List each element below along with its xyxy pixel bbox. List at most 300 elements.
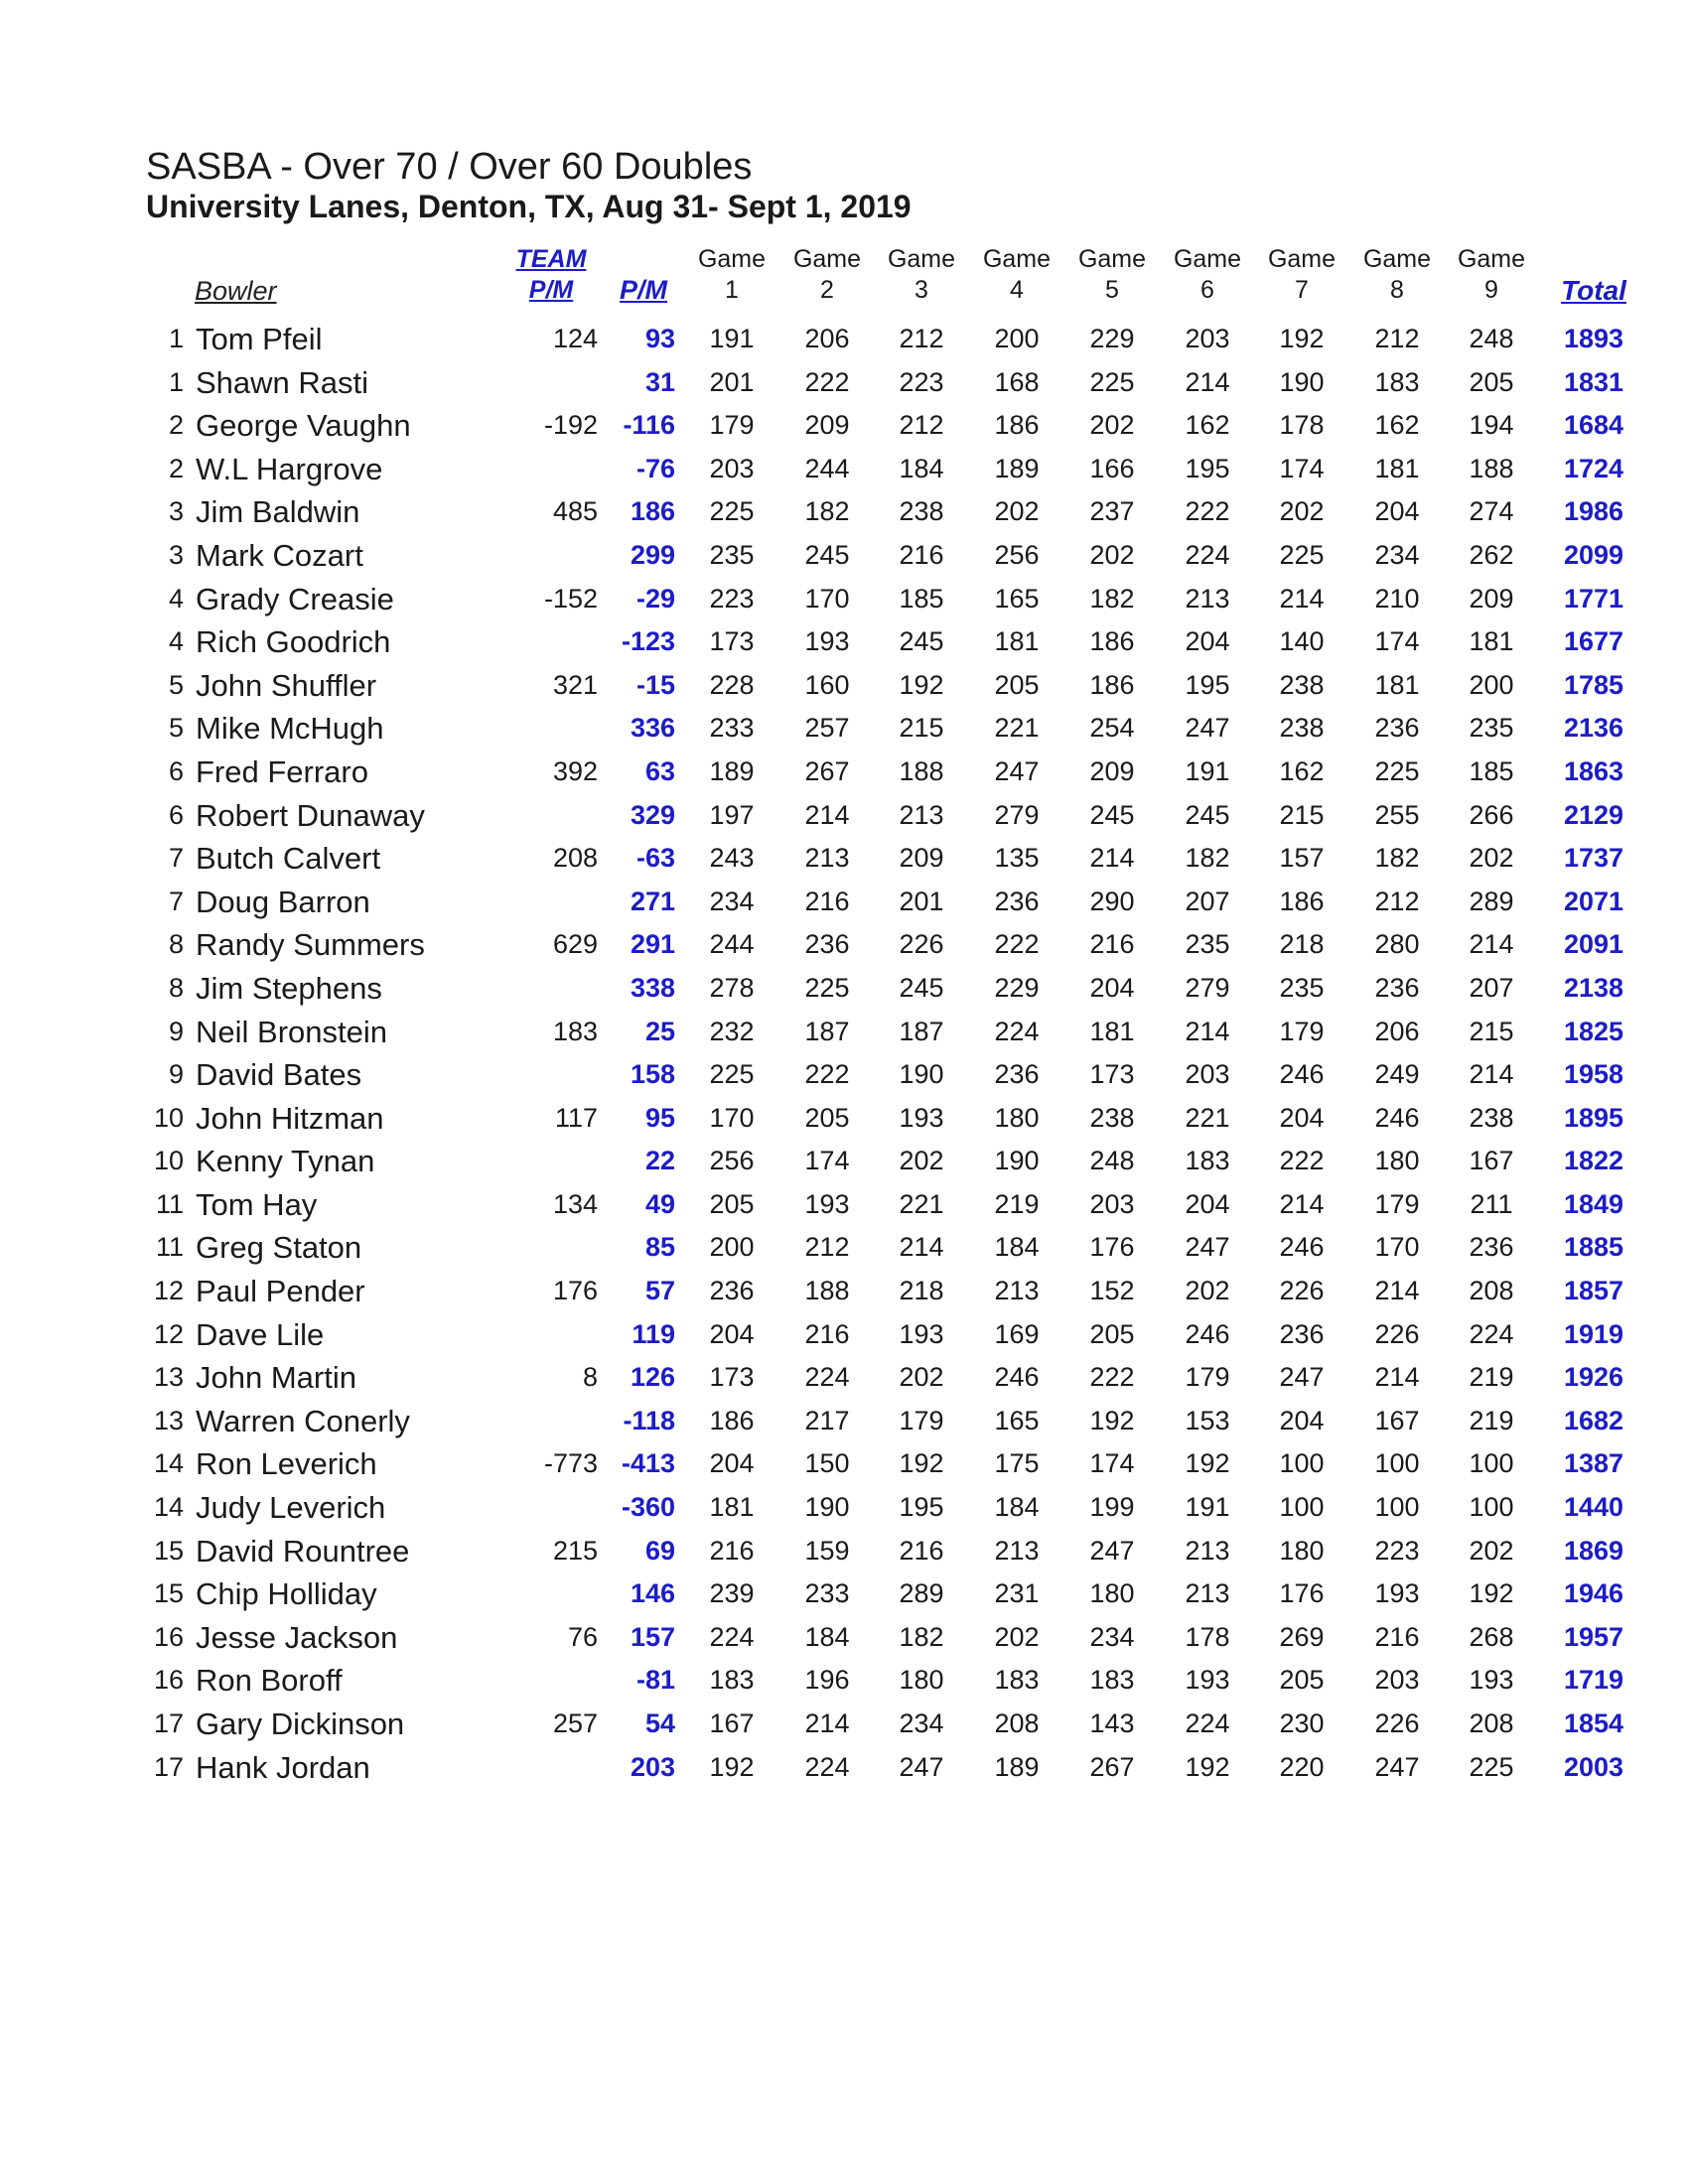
total-cell: 1893 (1563, 324, 1624, 353)
game-2-score-cell: 216 (804, 886, 850, 916)
game-9-score-cell: 214 (1469, 929, 1514, 960)
game-1-score-cell: 173 (709, 626, 755, 657)
game-9-score-cell: 200 (1469, 669, 1514, 700)
table-row (0, 1616, 1688, 1660)
game-3-score-cell: 195 (899, 1492, 944, 1523)
game-1-score-cell: 216 (709, 1535, 755, 1566)
pm-cell: -413 (621, 1448, 675, 1479)
pm-cell: 54 (644, 1708, 675, 1738)
game-4-score-cell: 208 (994, 1708, 1040, 1738)
total-cell: 1957 (1563, 1621, 1624, 1652)
game-2-score-cell: 206 (804, 324, 850, 353)
bowler-name-cell: Hank Jordan (196, 1749, 370, 1785)
game-3-score-cell: 192 (899, 1448, 944, 1479)
total-cell: 1719 (1563, 1665, 1624, 1696)
game-8-score-cell: 183 (1374, 366, 1420, 397)
total-cell: 1771 (1563, 583, 1624, 614)
team-pm-cell: 208 (552, 843, 598, 874)
game-6-score-cell: 213 (1185, 1578, 1230, 1609)
bowler-name-cell: Rich Goodrich (196, 624, 391, 660)
game-6-score-cell: 162 (1185, 410, 1230, 441)
game-7-score-cell: 180 (1279, 1535, 1325, 1566)
pm-cell: 203 (630, 1751, 675, 1782)
game-9-score-cell: 181 (1469, 626, 1514, 657)
game-7-score-cell: 190 (1279, 366, 1325, 397)
game-4-score-cell: 175 (994, 1448, 1040, 1479)
game-2-score-cell: 225 (804, 972, 850, 1003)
game-5-score-cell: 247 (1089, 1535, 1135, 1566)
game-8-score-cell: 234 (1374, 539, 1420, 570)
total-cell: 1822 (1563, 1146, 1624, 1176)
table-row (0, 1746, 1688, 1790)
game-2-score-cell: 216 (804, 1318, 850, 1349)
game-6-score-cell: 222 (1185, 496, 1230, 527)
bowler-name-cell: Paul Pender (196, 1274, 365, 1309)
pm-cell: 25 (644, 1016, 675, 1046)
game-3-score-cell: 202 (899, 1362, 944, 1393)
pm-cell: -360 (621, 1492, 675, 1523)
game-5-score-cell: 186 (1089, 669, 1135, 700)
game-7-score-cell: 205 (1279, 1665, 1325, 1696)
game-6-score-cell: 153 (1185, 1405, 1230, 1435)
team-pm-cell: 134 (552, 1188, 598, 1219)
team-pm-header-line1: TEAM (515, 245, 587, 273)
game-4-score-cell: 181 (994, 626, 1040, 657)
game-7-score-cell: 186 (1279, 886, 1325, 916)
game-3-score-cell: 212 (899, 324, 944, 353)
game-8-score-cell: 180 (1374, 1146, 1420, 1176)
team-pm-cell: 215 (552, 1535, 598, 1566)
total-cell: 2138 (1563, 972, 1624, 1003)
rank-cell: 1 (168, 324, 184, 353)
pm-cell: 157 (630, 1621, 675, 1652)
game-header-number: 7 (1295, 276, 1309, 304)
bowler-name-cell: Butch Calvert (196, 841, 381, 877)
game-6-score-cell: 195 (1185, 453, 1230, 483)
total-cell: 1684 (1563, 410, 1624, 441)
game-6-score-cell: 224 (1185, 1708, 1230, 1738)
game-9-score-cell: 167 (1469, 1146, 1514, 1176)
game-4-score-cell: 165 (994, 583, 1040, 614)
table-row (0, 1703, 1688, 1746)
rank-cell: 8 (168, 929, 184, 960)
table-row (0, 1400, 1688, 1443)
game-9-score-cell: 225 (1469, 1751, 1514, 1782)
rank-cell: 4 (168, 626, 184, 657)
game-2-score-cell: 160 (804, 669, 850, 700)
game-3-score-cell: 234 (899, 1708, 944, 1738)
total-cell: 1677 (1563, 626, 1624, 657)
game-2-score-cell: 170 (804, 583, 850, 614)
game-5-score-cell: 234 (1089, 1621, 1135, 1652)
team-pm-cell: 176 (552, 1276, 598, 1306)
game-1-score-cell: 179 (709, 410, 755, 441)
game-4-score-cell: 202 (994, 496, 1040, 527)
table-row (0, 534, 1688, 578)
rank-cell: 15 (153, 1578, 184, 1609)
bowler-name-cell: Mark Cozart (196, 537, 363, 573)
game-4-score-cell: 236 (994, 1059, 1040, 1090)
pm-cell: 336 (630, 713, 675, 744)
game-8-score-cell: 203 (1374, 1665, 1420, 1696)
game-7-score-cell: 246 (1279, 1232, 1325, 1263)
game-9-score-cell: 266 (1469, 799, 1514, 830)
rank-cell: 1 (168, 366, 184, 397)
game-9-score-cell: 193 (1469, 1665, 1514, 1696)
table-row (0, 361, 1688, 405)
total-cell: 1919 (1563, 1318, 1624, 1349)
table-row (0, 1486, 1688, 1530)
game-5-score-cell: 202 (1089, 410, 1135, 441)
game-6-score-cell: 207 (1185, 886, 1230, 916)
game-2-score-cell: 245 (804, 539, 850, 570)
game-4-score-cell: 222 (994, 929, 1040, 960)
bowler-name-cell: Tom Pfeil (196, 322, 323, 356)
rank-cell: 13 (153, 1362, 184, 1393)
bowler-name-cell: Greg Staton (196, 1230, 362, 1266)
game-8-score-cell: 255 (1374, 799, 1420, 830)
game-2-score-cell: 224 (804, 1362, 850, 1393)
bowler-name-cell: Jim Baldwin (196, 494, 360, 530)
pm-cell: 69 (644, 1535, 675, 1566)
game-5-score-cell: 182 (1089, 583, 1135, 614)
game-1-score-cell: 225 (709, 1059, 755, 1090)
game-5-score-cell: 203 (1089, 1188, 1135, 1219)
team-pm-cell: 124 (552, 324, 598, 353)
table-row (0, 1270, 1688, 1313)
table-row (0, 881, 1688, 924)
game-7-score-cell: 222 (1279, 1146, 1325, 1176)
game-7-score-cell: 238 (1279, 713, 1325, 744)
game-9-score-cell: 208 (1469, 1276, 1514, 1306)
bowler-name-cell: Randy Summers (196, 927, 425, 963)
pm-cell: -29 (635, 583, 675, 614)
game-7-score-cell: 230 (1279, 1708, 1325, 1738)
table-row (0, 794, 1688, 838)
game-5-score-cell: 152 (1089, 1276, 1135, 1306)
game-7-score-cell: 215 (1279, 799, 1325, 830)
game-8-score-cell: 174 (1374, 626, 1420, 657)
game-6-score-cell: 245 (1185, 799, 1230, 830)
game-7-score-cell: 238 (1279, 669, 1325, 700)
table-row (0, 923, 1688, 967)
total-cell: 1863 (1563, 755, 1624, 786)
game-5-score-cell: 204 (1089, 972, 1135, 1003)
team-pm-cell: 117 (554, 1102, 598, 1133)
game-8-score-cell: 206 (1374, 1016, 1420, 1046)
total-cell: 1857 (1563, 1276, 1624, 1306)
game-8-score-cell: 280 (1374, 929, 1420, 960)
game-2-score-cell: 222 (804, 366, 850, 397)
game-2-score-cell: 193 (804, 1188, 850, 1219)
total-column-header: Total (1561, 275, 1626, 306)
rank-cell: 2 (168, 453, 184, 483)
rank-cell: 16 (153, 1665, 184, 1696)
bowler-name-cell: George Vaughn (196, 408, 411, 444)
game-6-score-cell: 191 (1185, 1492, 1230, 1523)
table-row (0, 578, 1688, 621)
total-cell: 1986 (1563, 496, 1624, 527)
game-5-score-cell: 238 (1089, 1102, 1135, 1133)
total-cell: 2003 (1563, 1751, 1624, 1782)
table-row (0, 490, 1688, 534)
rank-cell: 11 (155, 1232, 184, 1263)
game-2-score-cell: 233 (804, 1578, 850, 1609)
game-3-score-cell: 201 (899, 886, 944, 916)
game-4-score-cell: 213 (994, 1535, 1040, 1566)
total-cell: 1869 (1563, 1535, 1624, 1566)
game-header-word: Game (1173, 245, 1242, 273)
game-4-score-cell: 229 (994, 972, 1040, 1003)
pm-cell: 49 (644, 1188, 675, 1219)
game-8-header (1357, 244, 1437, 306)
game-2-score-cell: 236 (804, 929, 850, 960)
game-header-word: Game (1077, 245, 1147, 273)
game-4-score-cell: 231 (994, 1578, 1040, 1609)
pm-cell: 57 (644, 1276, 675, 1306)
pm-cell: -76 (635, 453, 675, 483)
rank-cell: 3 (168, 539, 184, 570)
game-1-score-cell: 201 (709, 366, 755, 397)
game-1-score-cell: 278 (709, 972, 755, 1003)
game-8-score-cell: 100 (1374, 1448, 1420, 1479)
game-5-score-cell: 290 (1089, 886, 1135, 916)
table-row (0, 1356, 1688, 1400)
game-8-score-cell: 193 (1374, 1578, 1420, 1609)
game-5-score-cell: 176 (1089, 1232, 1135, 1263)
table-row (0, 967, 1688, 1011)
total-cell: 1737 (1563, 843, 1624, 874)
rank-cell: 13 (153, 1405, 184, 1435)
game-9-score-cell: 235 (1469, 713, 1514, 744)
total-cell: 1854 (1563, 1708, 1624, 1738)
game-8-score-cell: 226 (1374, 1708, 1420, 1738)
game-5-score-cell: 174 (1089, 1448, 1135, 1479)
game-7-score-cell: 178 (1279, 410, 1325, 441)
game-4-score-cell: 205 (994, 669, 1040, 700)
rank-cell: 7 (168, 886, 184, 916)
bowler-name-cell: Shawn Rasti (196, 364, 369, 400)
game-2-score-cell: 205 (804, 1102, 850, 1133)
game-6-score-cell: 192 (1185, 1448, 1230, 1479)
game-9-score-cell: 202 (1469, 1535, 1514, 1566)
game-9-score-cell: 192 (1469, 1578, 1514, 1609)
bowler-name-cell: Ron Boroff (196, 1663, 343, 1699)
total-cell: 2136 (1563, 713, 1624, 744)
game-6-score-cell: 179 (1185, 1362, 1230, 1393)
game-9-score-cell: 289 (1469, 886, 1514, 916)
pm-cell: 85 (644, 1232, 675, 1263)
table-row (0, 404, 1688, 448)
bowler-name-cell: Robert Dunaway (196, 797, 425, 833)
game-9-score-cell: 236 (1469, 1232, 1514, 1263)
game-5-score-cell: 143 (1089, 1708, 1135, 1738)
game-header-number: 9 (1484, 276, 1498, 304)
game-1-score-cell: 191 (709, 324, 755, 353)
table-row (0, 1053, 1688, 1097)
team-pm-cell: -192 (543, 410, 598, 441)
game-2-score-cell: 159 (804, 1535, 850, 1566)
total-cell: 2129 (1563, 799, 1624, 830)
game-3-score-cell: 226 (899, 929, 944, 960)
total-cell: 2091 (1563, 929, 1624, 960)
game-8-score-cell: 236 (1374, 972, 1420, 1003)
game-9-score-cell: 100 (1469, 1492, 1514, 1523)
game-4-score-cell: 224 (994, 1016, 1040, 1046)
game-1-score-cell: 203 (709, 453, 755, 483)
game-2-score-cell: 174 (804, 1146, 850, 1176)
game-2-score-cell: 213 (804, 843, 850, 874)
table-row (0, 448, 1688, 491)
rank-cell: 16 (153, 1621, 184, 1652)
game-9-header (1452, 244, 1531, 306)
game-1-score-cell: 189 (709, 755, 755, 786)
game-9-score-cell: 214 (1469, 1059, 1514, 1090)
total-cell: 1946 (1563, 1578, 1624, 1609)
game-4-score-cell: 236 (994, 886, 1040, 916)
game-7-score-cell: 220 (1279, 1751, 1325, 1782)
game-2-score-cell: 244 (804, 453, 850, 483)
pm-cell: 146 (630, 1578, 675, 1609)
rank-cell: 14 (153, 1492, 184, 1523)
game-header-word: Game (1267, 245, 1336, 273)
game-8-score-cell: 225 (1374, 755, 1420, 786)
bowler-name-cell: John Martin (196, 1360, 356, 1396)
bowler-name-cell: Neil Bronstein (196, 1014, 387, 1049)
game-9-score-cell: 209 (1469, 583, 1514, 614)
game-6-score-cell: 202 (1185, 1276, 1230, 1306)
game-1-score-cell: 197 (709, 799, 755, 830)
game-5-score-cell: 202 (1089, 539, 1135, 570)
game-8-score-cell: 162 (1374, 410, 1420, 441)
team-pm-cell: 76 (567, 1621, 598, 1652)
game-5-header (1072, 244, 1152, 306)
game-7-score-cell: 140 (1279, 626, 1325, 657)
game-6-score-cell: 182 (1185, 843, 1230, 874)
game-5-score-cell: 225 (1089, 366, 1135, 397)
game-header-number: 2 (820, 276, 834, 304)
pm-cell: 271 (630, 886, 675, 916)
bowler-name-cell: Warren Conerly (196, 1403, 410, 1438)
game-1-score-cell: 204 (709, 1318, 755, 1349)
game-9-score-cell: 202 (1469, 843, 1514, 874)
bowler-column-header: Bowler (195, 276, 277, 306)
game-2-score-cell: 214 (804, 799, 850, 830)
game-header-word: Game (1457, 245, 1526, 273)
game-7-score-cell: 247 (1279, 1362, 1325, 1393)
game-6-score-cell: 214 (1185, 1016, 1230, 1046)
game-8-score-cell: 212 (1374, 324, 1420, 353)
game-7-score-cell: 225 (1279, 539, 1325, 570)
game-header-word: Game (887, 245, 956, 273)
game-3-score-cell: 212 (899, 410, 944, 441)
game-1-score-cell: 205 (709, 1188, 755, 1219)
game-6-score-cell: 193 (1185, 1665, 1230, 1696)
game-5-score-cell: 180 (1089, 1578, 1135, 1609)
bowler-name-cell: Chip Holliday (196, 1576, 377, 1612)
game-4-score-cell: 135 (994, 843, 1040, 874)
game-6-score-cell: 279 (1185, 972, 1230, 1003)
game-3-score-cell: 185 (899, 583, 944, 614)
pm-cell: 329 (630, 799, 675, 830)
game-6-score-cell: 204 (1185, 1188, 1230, 1219)
game-6-score-cell: 224 (1185, 539, 1230, 570)
game-3-score-cell: 209 (899, 843, 944, 874)
game-9-score-cell: 262 (1469, 539, 1514, 570)
game-3-score-cell: 213 (899, 799, 944, 830)
game-2-score-cell: 267 (804, 755, 850, 786)
game-1-header (692, 244, 772, 306)
pm-cell: 63 (644, 755, 675, 786)
game-3-score-cell: 245 (899, 972, 944, 1003)
team-pm-cell: 485 (552, 496, 598, 527)
game-4-score-cell: 189 (994, 453, 1040, 483)
game-8-score-cell: 226 (1374, 1318, 1420, 1349)
game-2-score-cell: 188 (804, 1276, 850, 1306)
table-row (0, 1572, 1688, 1616)
game-3-score-cell: 245 (899, 626, 944, 657)
rank-cell: 15 (153, 1535, 184, 1566)
rank-cell: 17 (153, 1708, 184, 1738)
game-8-score-cell: 216 (1374, 1621, 1420, 1652)
team-pm-column-header (506, 244, 596, 306)
game-5-score-cell: 254 (1089, 713, 1135, 744)
game-6-score-cell: 247 (1185, 713, 1230, 744)
game-5-score-cell: 181 (1089, 1016, 1135, 1046)
game-8-score-cell: 100 (1374, 1492, 1420, 1523)
team-pm-cell: 629 (552, 929, 598, 960)
game-4-score-cell: 219 (994, 1188, 1040, 1219)
game-7-score-cell: 176 (1279, 1578, 1325, 1609)
table-row (0, 837, 1688, 881)
game-7-score-cell: 162 (1279, 755, 1325, 786)
game-5-score-cell: 173 (1089, 1059, 1135, 1090)
rank-cell: 5 (168, 669, 184, 700)
game-2-score-cell: 217 (804, 1405, 850, 1435)
game-1-score-cell: 204 (709, 1448, 755, 1479)
game-6-score-cell: 203 (1185, 324, 1230, 353)
game-7-header (1262, 244, 1341, 306)
game-5-score-cell: 205 (1089, 1318, 1135, 1349)
game-9-score-cell: 219 (1469, 1405, 1514, 1435)
game-3-score-cell: 215 (899, 713, 944, 744)
game-6-score-cell: 247 (1185, 1232, 1230, 1263)
game-6-score-cell: 195 (1185, 669, 1230, 700)
game-4-score-cell: 256 (994, 539, 1040, 570)
bowler-name-cell: Mike McHugh (196, 711, 384, 747)
game-7-score-cell: 204 (1279, 1102, 1325, 1133)
total-cell: 1785 (1563, 669, 1624, 700)
game-1-score-cell: 235 (709, 539, 755, 570)
game-9-score-cell: 185 (1469, 755, 1514, 786)
team-pm-cell: -152 (543, 583, 598, 614)
game-6-score-cell: 235 (1185, 929, 1230, 960)
total-cell: 1440 (1563, 1492, 1624, 1523)
game-9-score-cell: 215 (1469, 1016, 1514, 1046)
pm-cell: -118 (623, 1405, 675, 1435)
game-8-score-cell: 204 (1374, 496, 1420, 527)
game-6-score-cell: 246 (1185, 1318, 1230, 1349)
game-6-score-cell: 213 (1185, 583, 1230, 614)
game-4-score-cell: 221 (994, 713, 1040, 744)
bowler-name-cell: Dave Lile (196, 1316, 325, 1352)
table-row (0, 1097, 1688, 1141)
table-row (0, 751, 1688, 794)
game-4-score-cell: 190 (994, 1146, 1040, 1176)
rank-cell: 10 (153, 1102, 184, 1133)
game-9-score-cell: 205 (1469, 366, 1514, 397)
document-title: SASBA - Over 70 / Over 60 Doubles (146, 146, 753, 188)
